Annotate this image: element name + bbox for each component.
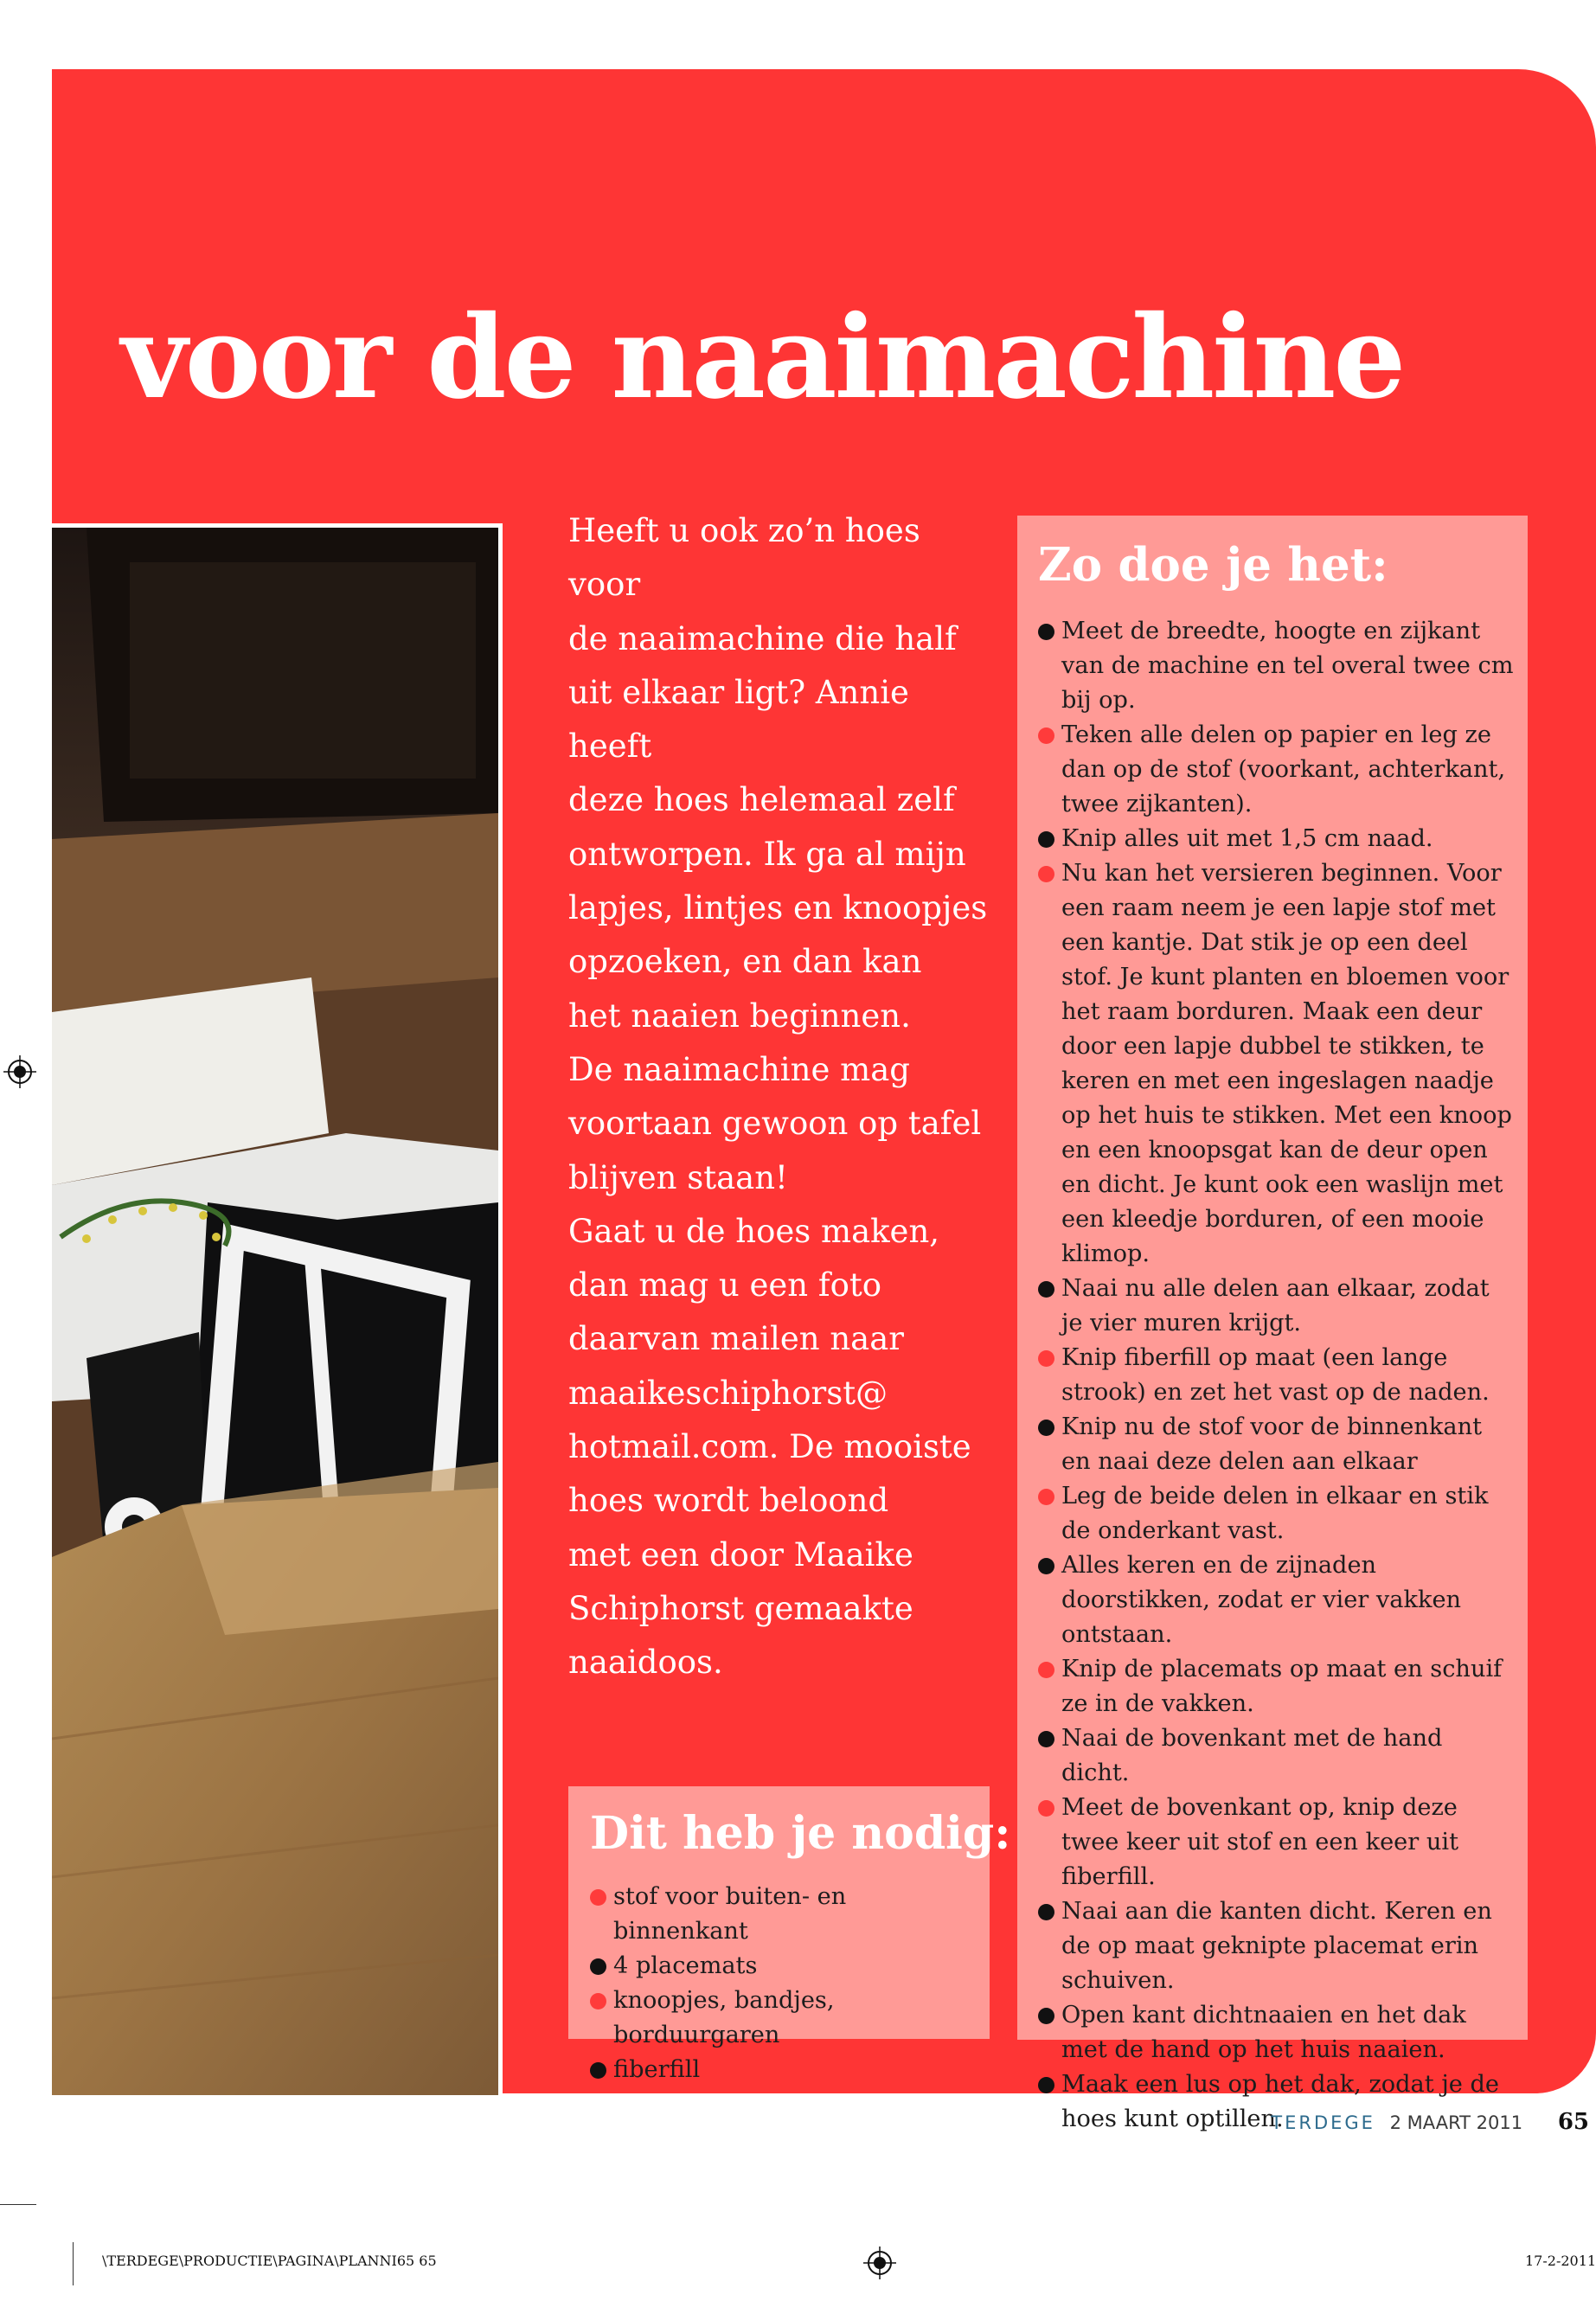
materials-list: [590, 1880, 981, 2087]
instruction-step-text: Teken alle delen op papier en leg ze dan op de stof (voorkant, achterkant, twee zijkanten).: [1061, 721, 1506, 817]
instruction-step: [1038, 1341, 1516, 1410]
bullet-dot-icon: [590, 2062, 606, 2079]
instruction-step-text: Knip alles uit met 1,5 cm naad.: [1061, 825, 1433, 852]
bullet-dot-icon: [1038, 624, 1054, 640]
sewing-machine-cover-photo: [52, 528, 498, 2095]
bullet-dot-icon: [590, 1958, 606, 1975]
bullet-dot-icon: [1038, 866, 1054, 882]
materials-box: [568, 1786, 1011, 2083]
article-headline: voor de naaimachine: [121, 291, 1404, 425]
instructions-title: Zo doe je het:: [1038, 538, 1388, 592]
bullet-dot-icon: [590, 1993, 606, 2009]
instruction-step: [1038, 718, 1516, 822]
material-item: [590, 2053, 981, 2087]
bullet-dot-icon: [1038, 1662, 1054, 1678]
instruction-step: [1038, 1652, 1516, 1721]
bullet-dot-icon: [1038, 1281, 1054, 1298]
bullet-dot-icon: [590, 1889, 606, 1906]
instruction-step: [1038, 856, 1516, 1272]
bullet-dot-icon: [1038, 831, 1054, 848]
material-item-text: fiberfill: [613, 2056, 701, 2083]
instruction-step: [1038, 1998, 1516, 2067]
bullet-dot-icon: [1038, 1731, 1054, 1747]
material-item: [590, 1984, 981, 2053]
bullet-dot-icon: [1038, 2008, 1054, 2024]
instruction-step: [1038, 1272, 1516, 1341]
instruction-step-text: Meet de bovenkant op, knip deze twee keer uit stof en een keer uit fiberfill.: [1061, 1794, 1459, 1890]
material-item: [590, 1880, 981, 1949]
crop-mark: [73, 2242, 74, 2285]
instruction-step-text: Open kant dichtnaaien en het dak met de hand op het huis naaien.: [1061, 2002, 1466, 2063]
instruction-step-text: Maak een lus op het dak, zodat je de hoes kunt optillen.: [1061, 2071, 1499, 2132]
instruction-step-text: Naai nu alle delen aan elkaar, zodat je vier muren krijgt.: [1061, 1275, 1490, 1336]
instruction-step-text: Alles keren en de zijnaden doorstikken, zodat er vier vakken ontstaan.: [1061, 1552, 1462, 1648]
instruction-step-text: Nu kan het versieren beginnen. Voor een raam neem je een lapje stof met een kantje. Dat stik je op een deel stof. Je kunt planten en bloemen voor het raam borduren. Maak een deur door een lapje dubbel te stikken, te keren en met een ingeslagen naadje op het huis te stikken. Met een knoop en een knoopsgat kan de deur open en dicht. Je kunt ook een waslijn met een kleedje borduren, of een mooie klimop.: [1061, 860, 1512, 1267]
print-slug-path: \TERDEGE\PRODUCTIE\PAGINA\PLANNI65 65: [102, 2253, 437, 2269]
article-photo: [52, 523, 503, 2095]
instruction-step-text: Meet de breedte, hoogte en zijkant van de machine en tel overal twee cm bij op.: [1061, 618, 1514, 714]
material-item-text: 4 placemats: [613, 1952, 758, 1979]
instruction-step: [1038, 614, 1516, 718]
instruction-step-text: Naai aan die kanten dicht. Keren en de op maat geknipte placemat erin schuiven.: [1061, 1898, 1492, 1994]
materials-title: Dit heb je nodig:: [590, 1807, 1011, 1860]
bullet-dot-icon: [1038, 727, 1054, 744]
material-item-text: knoopjes, bandjes, borduurgaren: [613, 1987, 835, 2048]
instruction-step: [1038, 1721, 1516, 1791]
issue-date: 2 MAART 2011: [1389, 2112, 1523, 2133]
instruction-step: [1038, 1791, 1516, 1894]
material-item: [590, 1949, 981, 1984]
material-item-text: stof voor buiten- en binnenkant: [613, 1883, 847, 1945]
page-footer: [1271, 2109, 1589, 2135]
instruction-step: [1038, 1548, 1516, 1652]
bullet-dot-icon: [1038, 1800, 1054, 1817]
instruction-step-text: Knip fiberfill op maat (een lange strook) en zet het vast op de naden.: [1061, 1344, 1490, 1406]
bullet-dot-icon: [1038, 1489, 1054, 1505]
crop-mark: [0, 2204, 36, 2205]
instructions-list: [1038, 614, 1516, 2137]
instruction-step-text: Naai de bovenkant met de hand dicht.: [1061, 1725, 1443, 1786]
registration-mark-icon: [863, 2247, 896, 2279]
bullet-dot-icon: [1038, 1904, 1054, 1920]
instruction-step: [1038, 1410, 1516, 1479]
instruction-step: [1038, 822, 1516, 856]
bullet-dot-icon: [1038, 2077, 1054, 2093]
instruction-step: [1038, 1479, 1516, 1548]
registration-mark-icon: [3, 1055, 36, 1088]
instruction-step-text: Knip de placemats op maat en schuif ze in de vakken.: [1061, 1656, 1503, 1717]
page-number: 65: [1557, 2109, 1589, 2135]
print-slug-date: 17-2-2011: [1525, 2253, 1596, 2269]
instruction-step: [1038, 1894, 1516, 1998]
article-intro: Heeft u ook zo’n hoes voor de naaimachine die half uit elkaar ligt? Annie heeft deze hoes helemaal zelf ontworpen. Ik ga al mijn lapjes, lintjes en knoopjes opzoeken, en dan kan het naaien beginnen. De naaimachine mag voortaan gewoon op tafel blijven staan! Gaat u de hoes maken, dan mag u een foto daarvan mailen naar maaikeschiphorst@ hotmail.com. De mooiste hoes wordt beloond met een door Maaike Schiphorst gemaakte naaidoos.: [568, 512, 988, 1682]
instruction-step-text: Knip nu de stof voor de binnenkant en naai deze delen aan elkaar: [1061, 1413, 1483, 1475]
magazine-name: TERDEGE: [1271, 2112, 1375, 2133]
bullet-dot-icon: [1038, 1558, 1054, 1574]
instruction-step-text: Leg de beide delen in elkaar en stik de onderkant vast.: [1061, 1483, 1489, 1544]
bullet-dot-icon: [1038, 1420, 1054, 1436]
bullet-dot-icon: [1038, 1350, 1054, 1367]
